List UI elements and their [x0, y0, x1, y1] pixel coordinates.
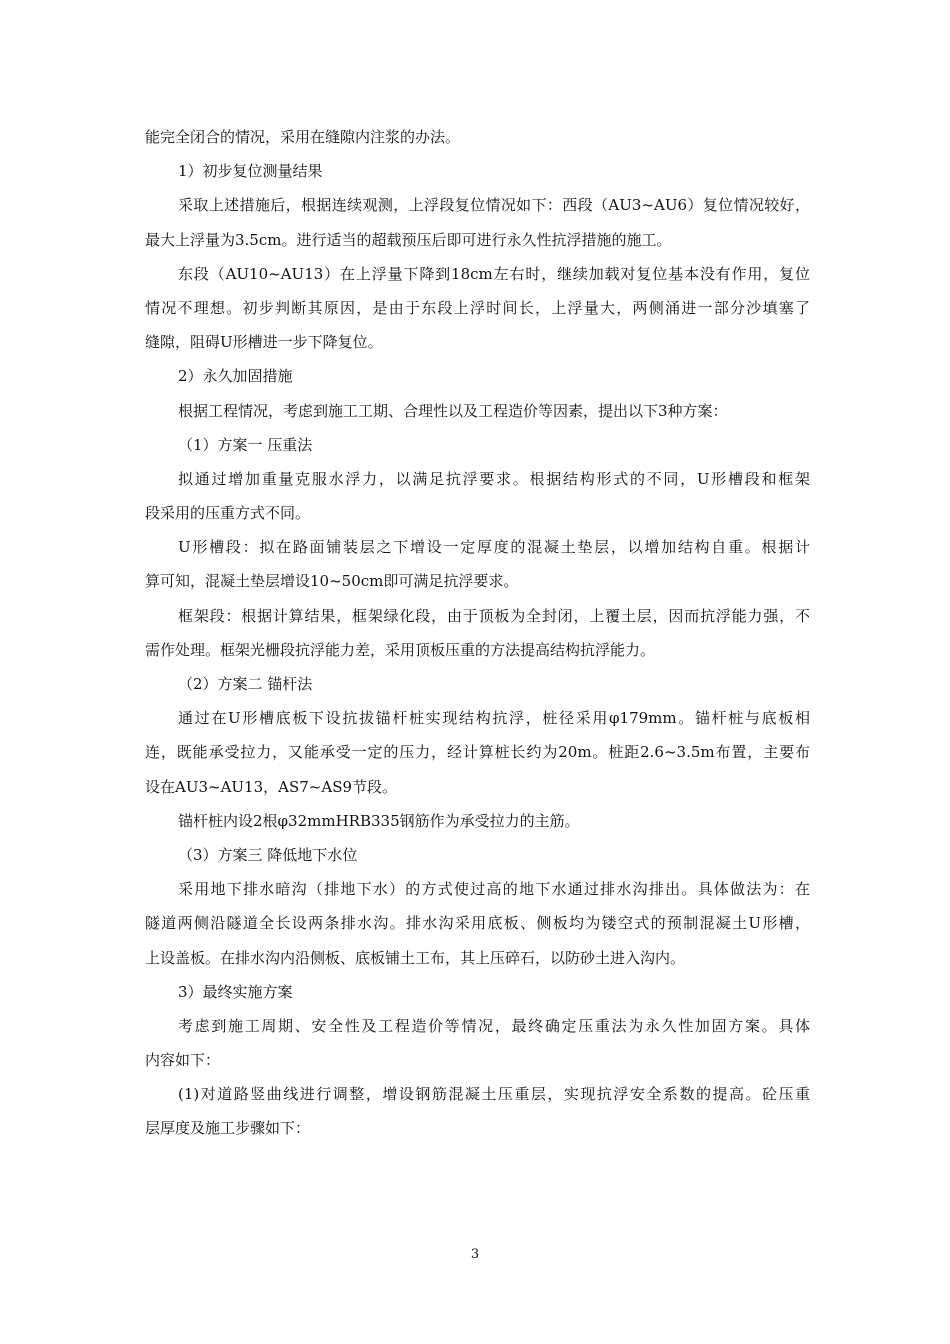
text-line: 层厚度及施工步骤如下：	[145, 1119, 311, 1138]
text-line: 通过在U形槽底板下设抗拔锚杆桩实现结构抗浮，桩径采用φ179mm。锚杆桩与底板相	[178, 709, 810, 728]
text-line: 拟通过增加重量克服水浮力，以满足抗浮要求。根据结构形式的不同，U形槽段和框架	[178, 469, 810, 488]
text-line: 考虑到施工周期、安全性及工程造价等情况，最终确定压重法为永久性加固方案。具体	[178, 1016, 810, 1035]
subsection-heading: （1）方案一 压重法	[178, 435, 313, 454]
text-line: 设在AU3~AU13，AS7~AS9节段。	[145, 777, 398, 796]
text-line: 上设盖板。在排水沟内沿侧板、底板铺土工布，其上压碎石，以防砂土进入沟内。	[145, 948, 686, 967]
text-line: U形槽段：拟在路面铺装层之下增设一定厚度的混凝土垫层，以增加结构自重。根据计	[178, 538, 810, 557]
text-line: 段采用的压重方式不同。	[145, 504, 311, 523]
page-number: 3	[470, 1247, 480, 1262]
subsection-heading: （3）方案三 降低地下水位	[178, 845, 358, 864]
text-line: 锚杆桩内设2根φ32mmHRB335钢筋作为承受拉力的主筋。	[178, 811, 580, 830]
text-line: (1)对道路竖曲线进行调整，增设钢筋混凝土压重层，实现抗浮安全系数的提高。砼压重	[178, 1085, 810, 1104]
text-line: 缝隙，阻碍U形槽进一步下降复位。	[145, 333, 383, 352]
text-line: 内容如下：	[145, 1051, 221, 1070]
text-line: 根据工程情况，考虑到施工工期、合理性以及工程造价等因素，提出以下3种方案：	[178, 401, 728, 420]
text-line: 最大上浮量为3.5cm。进行适当的超载预压后即可进行永久性抗浮措施的施工。	[145, 230, 672, 249]
text-line: 框架段：根据计算结果，框架绿化段，由于顶板为全封闭，上覆土层，因而抗浮能力强，不	[178, 606, 810, 625]
text-line: 采取上述措施后，根据连续观测，上浮段复位情况如下：西段（AU3~AU6）复位情况较好，	[178, 196, 810, 215]
text-line: 采用地下排水暗沟（排地下水）的方式使过高的地下水通过排水沟排出。具体做法为：在	[178, 880, 810, 899]
text-line: 隧道两侧沿隧道全长设两条排水沟。排水沟采用底板、侧板均为镂空式的预制混凝土U形槽，	[145, 914, 810, 933]
document-body	[145, 120, 810, 1146]
subsection-heading: （2）方案二 锚杆法	[178, 675, 313, 693]
text-line: 算可知，混凝土垫层增设10~50cm即可满足抗浮要求。	[145, 572, 519, 591]
section-heading: 1）初步复位测量结果	[178, 162, 323, 181]
text-line: 连，既能承受拉力，又能承受一定的压力，经计算桩长约为20m。桩距2.6~3.5m布置，主要布	[145, 743, 810, 762]
text-line: 需作处理。框架光栅段抗浮能力差，采用顶板压重的方法提高结构抗浮能力。	[145, 640, 656, 659]
section-heading: 2）永久加固措施	[178, 367, 293, 386]
section-heading: 3）最终实施方案	[178, 982, 293, 1001]
text-line: 情况不理想。初步判断其原因，是由于东段上浮时间长，上浮量大，两侧涌进一部分沙填塞了	[145, 298, 810, 317]
text-line: 能完全闭合的情况，采用在缝隙内注浆的办法。	[145, 128, 461, 146]
text-line: 东段（AU10~AU13）在上浮量下降到18cm左右时，继续加载对复位基本没有作用，复位	[178, 264, 810, 283]
